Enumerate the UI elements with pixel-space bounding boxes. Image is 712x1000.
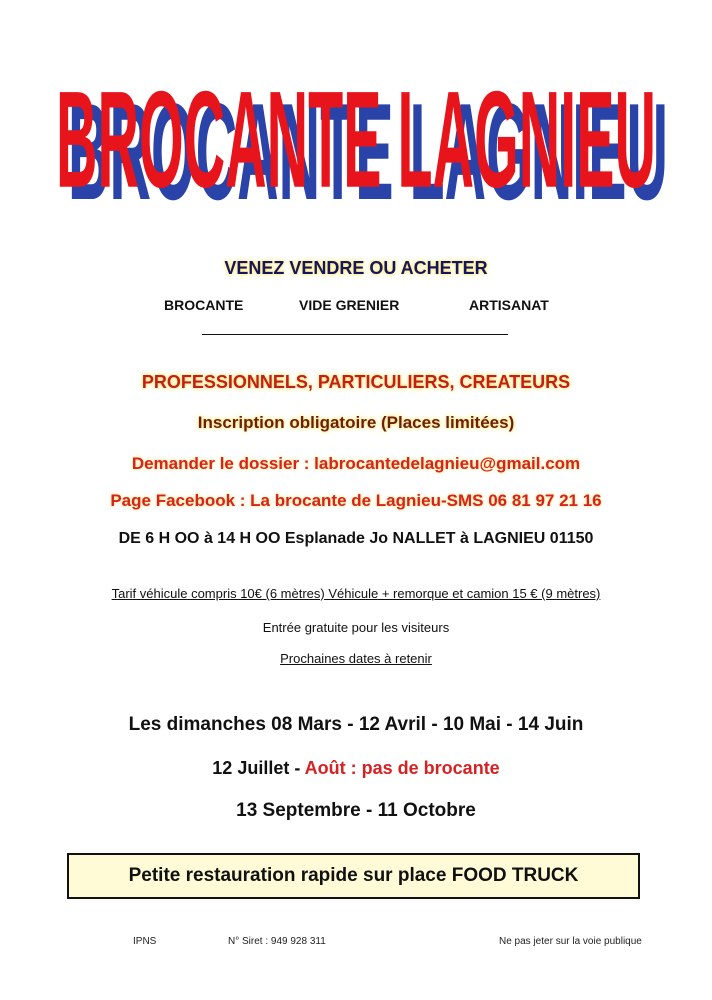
footer-notice: Ne pas jeter sur la voie publique	[499, 936, 642, 947]
event-title	[0, 28, 712, 258]
category-artisanat: ARTISANAT	[469, 297, 549, 313]
contact-email-line: Demander le dossier : labrocantedelagnieu@gmail.com	[131, 454, 581, 473]
food-truck-text: Petite restauration rapide sur place FOOD TRUCK	[128, 865, 579, 886]
audience-line: PROFESSIONNELS, PARTICULIERS, CREATEURS	[141, 372, 571, 392]
upcoming-dates-heading: Prochaines dates à retenir	[280, 651, 432, 666]
footer-ipns: IPNS	[133, 936, 157, 947]
category-brocante: BROCANTE	[164, 297, 244, 313]
category-list	[0, 297, 712, 317]
hours-location-line: DE 6 H OO à 14 H OO Esplanade Jo NALLET à LAGNIEU 01150	[118, 530, 594, 547]
title-text: BROCANTE LAGNIEU	[55, 63, 656, 217]
divider-line	[202, 334, 508, 335]
category-vide-grenier: VIDE GRENIER	[299, 297, 400, 313]
free-entry-line: Entrée gratuite pour les visiteurs	[262, 620, 450, 635]
food-truck-box	[67, 853, 640, 899]
inscription-notice: Inscription obligatoire (Places limitées)	[197, 413, 515, 432]
title-wordart	[0, 28, 712, 258]
dates-line-3: 13 Septembre - 11 Octobre	[236, 800, 476, 821]
dates-line-1: Les dimanches 08 Mars - 12 Avril - 10 Mai - 14 Juin	[128, 714, 584, 735]
subtitle: VENEZ VENDRE OU ACHETER	[224, 258, 488, 278]
title-shadow: BROCANTE LAGNIEU	[68, 75, 669, 229]
dates-line-2	[0, 758, 712, 779]
dates-july: 12 Juillet -	[212, 758, 305, 778]
footer-siret: N° Siret : 949 928 311	[228, 936, 326, 947]
dates-august-notice: Août : pas de brocante	[304, 758, 500, 778]
pricing-line: Tarif véhicule compris 10€ (6 mètres) Véhicule + remorque et camion 15 € (9 mètres)	[111, 586, 601, 601]
facebook-sms-line: Page Facebook : La brocante de Lagnieu-SMS 06 81 97 21 16	[110, 491, 602, 510]
